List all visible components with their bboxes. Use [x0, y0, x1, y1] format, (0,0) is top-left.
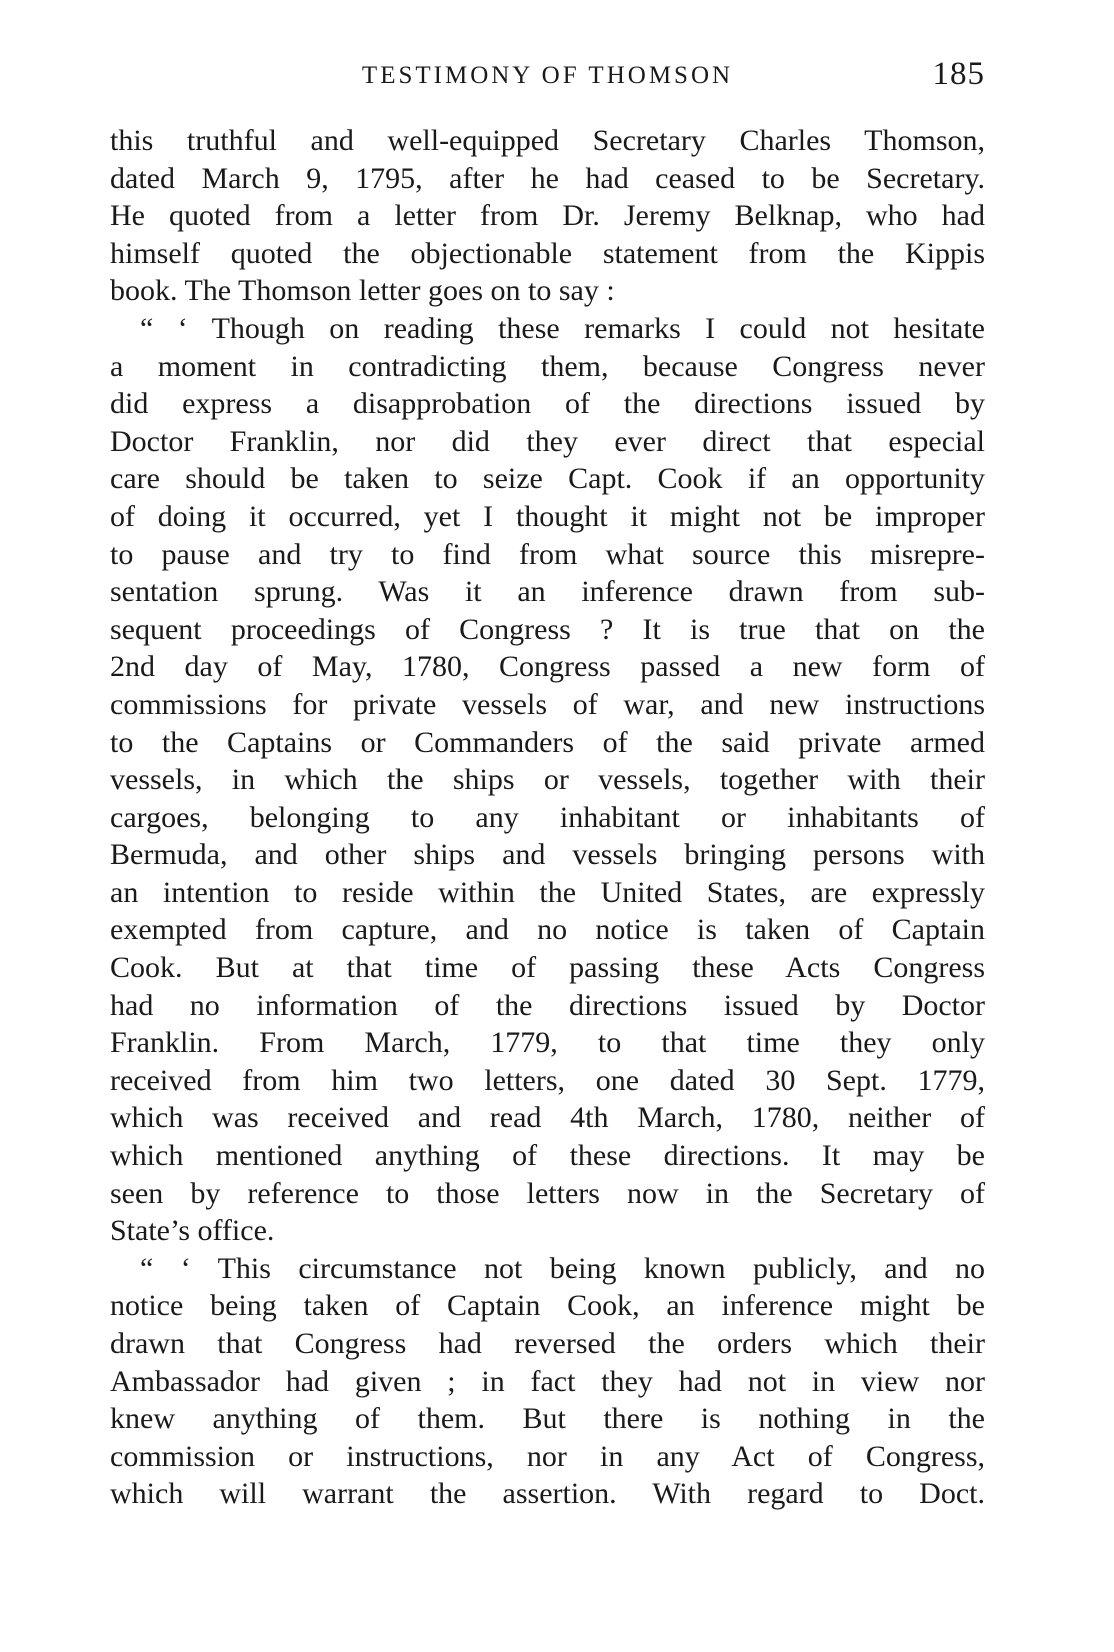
- text-line: had no information of the directions issued by Doctor: [110, 988, 985, 1022]
- text-line: Doctor Franklin, nor did they ever direct that especial: [110, 424, 985, 458]
- text-line: seen by reference to those letters now in the Secretary of: [110, 1176, 985, 1210]
- text-line: 2nd day of May, 1780, Congress passed a new form of: [110, 650, 985, 684]
- text-line: He quoted from a letter from Dr. Jeremy Belknap, who had: [110, 199, 985, 233]
- text-line: Franklin. From March, 1779, to that time they only: [110, 1026, 985, 1060]
- book-page: [110, 52, 985, 1513]
- text-line: sentation sprung. Was it an inference drawn from sub-: [110, 575, 985, 609]
- text-line: which will warrant the assertion. With regard to Doct.: [110, 1477, 985, 1511]
- text-line: received from him two letters, one dated 30 Sept. 1779,: [110, 1063, 985, 1097]
- text-line: Ambassador had given ; in fact they had not in view nor: [110, 1364, 985, 1398]
- text-line: to the Captains or Commanders of the said private armed: [110, 725, 985, 759]
- text-line: care should be taken to seize Capt. Cook if an opportunity: [110, 462, 985, 496]
- text-line: drawn that Congress had reversed the orders which their: [110, 1327, 985, 1360]
- text-line: dated March 9, 1795, after he had ceased to be Secretary.: [110, 161, 985, 195]
- page-number: 185: [932, 56, 985, 92]
- text-line: a moment in contradicting them, because Congress never: [110, 349, 985, 383]
- text-line: knew anything of them. But there is nothing in the: [110, 1402, 985, 1436]
- text-line: of doing it occurred, yet I thought it might not be improper: [110, 499, 985, 533]
- text-line: which mentioned anything of these directions. It may be: [110, 1139, 985, 1173]
- text-line: this truthful and well-equipped Secretary Charles Thomson,: [110, 124, 985, 157]
- running-title: TESTIMONY OF THOMSON: [361, 62, 734, 89]
- text-line: himself quoted the objectionable statement from the Kippis: [110, 236, 985, 270]
- text-line: notice being taken of Captain Cook, an inference might be: [110, 1289, 985, 1323]
- text-line: Cook. But at that time of passing these Acts Congress: [110, 951, 985, 985]
- text-line: did express a disapprobation of the directions issued by: [110, 387, 985, 421]
- text-line: exempted from capture, and no notice is taken of Captain: [110, 913, 985, 947]
- text-line: sequent proceedings of Congress ? It is true that on the: [110, 612, 985, 646]
- body-text: [110, 122, 985, 1513]
- running-head: [110, 52, 985, 102]
- text-line: book. The Thomson letter goes on to say :: [110, 274, 615, 308]
- text-line: cargoes, belonging to any inhabitant or inhabitants of: [110, 800, 985, 834]
- text-line: vessels, in which the ships or vessels, together with their: [110, 763, 985, 797]
- text-line: Bermuda, and other ships and vessels bringing persons with: [110, 838, 985, 872]
- text-line: which was received and read 4th March, 1780, neither of: [110, 1101, 985, 1135]
- text-line: “ ‘ This circumstance not being known publicly, and no: [140, 1251, 985, 1285]
- text-line: “ ‘ Though on reading these remarks I could not hesitate: [140, 311, 985, 345]
- text-line: commissions for private vessels of war, and new instructions: [110, 687, 985, 721]
- text-line: to pause and try to find from what source this misrepre-: [110, 537, 985, 571]
- text-line: an intention to reside within the United States, are expressly: [110, 875, 985, 909]
- text-line: commission or instructions, nor in any Act of Congress,: [110, 1439, 985, 1473]
- text-line: State’s office.: [110, 1214, 275, 1248]
